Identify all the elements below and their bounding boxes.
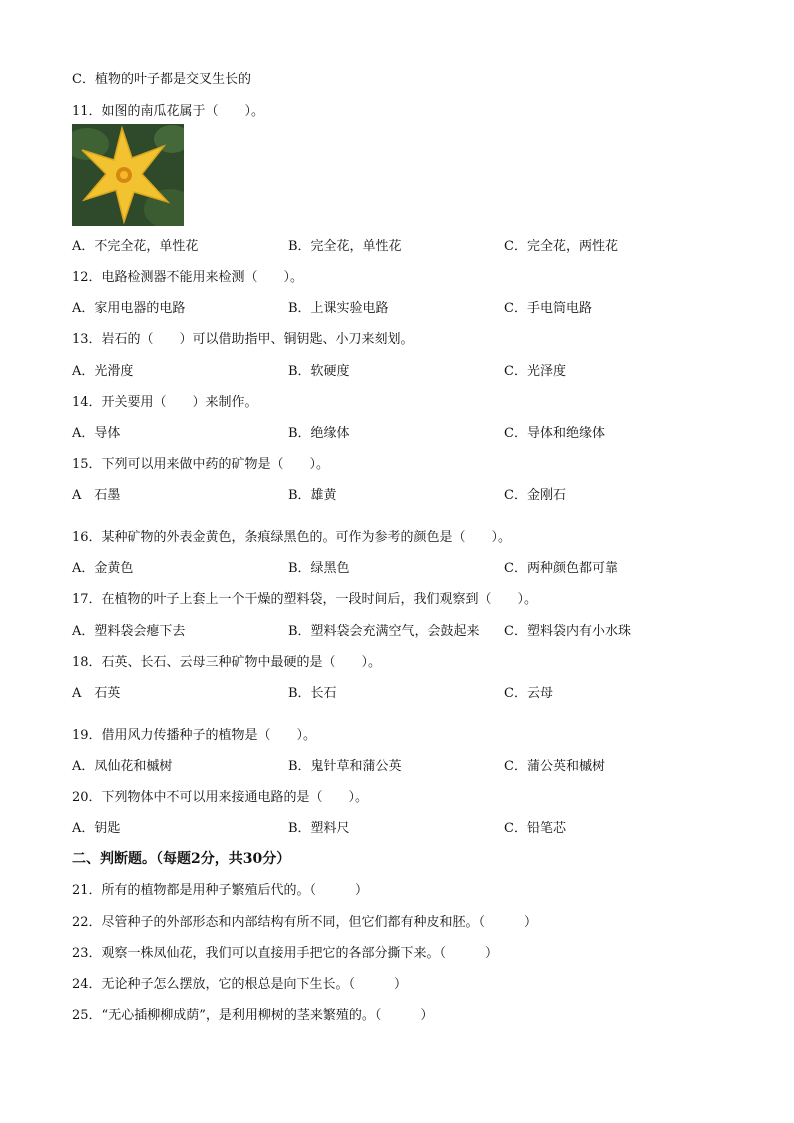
option-c[interactable]: C．铅笔芯	[504, 821, 566, 836]
question-17-text: 17．在植物的叶子上套上一个干燥的塑料袋，一段时间后，我们观察到（ ）。	[72, 592, 538, 607]
option-b[interactable]: B．软硬度	[288, 364, 350, 379]
question-16-text: 16．某种矿物的外表金黄色，条痕绿黑色的。可作为参考的颜色是（ ）。	[72, 530, 512, 545]
question-19-text: 19．借用风力传播种子的植物是（ ）。	[72, 728, 317, 743]
option-c[interactable]: C．两种颜色都可靠	[504, 561, 618, 576]
question-18-text: 18．石英、长石、云母三种矿物中最硬的是（ ）。	[72, 655, 382, 670]
option-a[interactable]: A．导体	[72, 426, 121, 441]
question-15-options	[72, 484, 722, 502]
judge-item-22: 22．尽管种子的外部形态和内部结构有所不同，但它们都有种皮和胚。（ ）	[72, 915, 538, 930]
question-15-text: 15．下列可以用来做中药的矿物是（ ）。	[72, 457, 330, 472]
option-b[interactable]: B．绿黑色	[288, 561, 350, 576]
section-title-true-false: 二、判断题。（每题2分，共30分）	[72, 851, 291, 867]
option-b[interactable]: B．鬼针草和蒲公英	[288, 759, 402, 774]
option-c[interactable]: C．金刚石	[504, 488, 566, 503]
option-a[interactable]: A．家用电器的电路	[72, 301, 186, 316]
question-11-options	[72, 235, 722, 253]
question-13-text: 13．岩石的（ ）可以借助指甲、铜钥匙、小刀来刻划。	[72, 332, 414, 347]
option-c[interactable]: C．蒲公英和槭树	[504, 759, 605, 774]
option-a[interactable]: A 石英	[72, 686, 121, 701]
option-b[interactable]: B．长石	[288, 686, 337, 701]
judge-item-23: 23．观察一株凤仙花，我们可以直接用手把它的各部分撕下来。（ ）	[72, 946, 499, 961]
option-a[interactable]: A．凤仙花和槭树	[72, 759, 173, 774]
option-c[interactable]: C．塑料袋内有小水珠	[504, 624, 631, 639]
judge-item-24: 24．无论种子怎么摆放，它的根总是向下生长。（ ）	[72, 977, 408, 992]
option-b[interactable]: B．上课实验电路	[288, 301, 389, 316]
option-c[interactable]: C．云母	[504, 686, 553, 701]
option-b[interactable]: B．塑料袋会充满空气，会鼓起来	[288, 624, 480, 639]
option-c[interactable]: C．手电筒电路	[504, 301, 592, 316]
option-c[interactable]: C．导体和绝缘体	[504, 426, 605, 441]
option-b[interactable]: B．完全花，单性花	[288, 239, 402, 254]
question-14-options	[72, 422, 722, 440]
question-20-text: 20．下列物体中不可以用来接通电路的是（ ）。	[72, 790, 369, 805]
option-a[interactable]: A．光滑度	[72, 364, 134, 379]
question-17-options	[72, 620, 722, 638]
question-18-options	[72, 682, 722, 700]
option-c[interactable]: C．光泽度	[504, 364, 566, 379]
question-14-text: 14．开关要用（ ）来制作。	[72, 395, 258, 410]
question-19-options	[72, 755, 722, 773]
question-20-options	[72, 817, 722, 835]
judge-item-25: 25．“无心插柳柳成荫”，是利用柳树的茎来繁殖的。（ ）	[72, 1008, 434, 1023]
question-10-option-c: C．植物的叶子都是交叉生长的	[72, 72, 251, 87]
question-13-options	[72, 360, 722, 378]
option-a[interactable]: A．不完全花，单性花	[72, 239, 199, 254]
judge-item-21: 21．所有的植物都是用种子繁殖后代的。（ ）	[72, 883, 369, 898]
option-a[interactable]: A．钥匙	[72, 821, 121, 836]
option-c[interactable]: C．完全花，两性花	[504, 239, 618, 254]
option-b[interactable]: B．绝缘体	[288, 426, 350, 441]
option-a[interactable]: A．塑料袋会瘪下去	[72, 624, 186, 639]
option-b[interactable]: B．塑料尺	[288, 821, 350, 836]
question-12-options	[72, 297, 722, 315]
question-11-text: 11．如图的南瓜花属于（ ）。	[72, 104, 265, 119]
pumpkin-flower-image	[72, 124, 184, 226]
question-16-options	[72, 557, 722, 575]
question-12-text: 12．电路检测器不能用来检测（ ）。	[72, 270, 304, 285]
option-b[interactable]: B．雄黄	[288, 488, 337, 503]
pumpkin-flower-icon	[72, 124, 184, 226]
option-a[interactable]: A．金黄色	[72, 561, 134, 576]
option-a[interactable]: A 石墨	[72, 488, 121, 503]
